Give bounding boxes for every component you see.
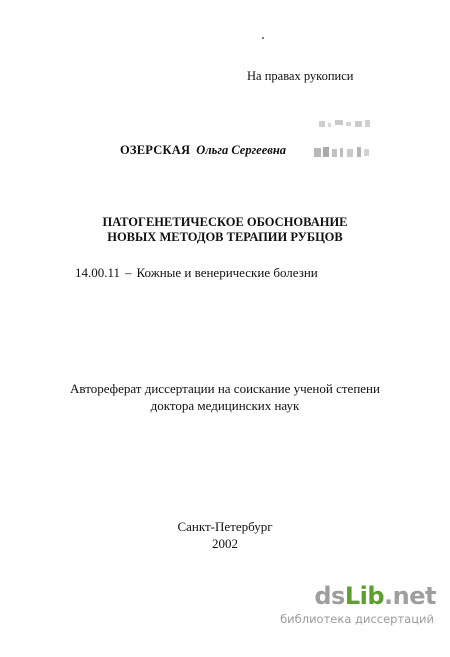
specialty-code: 14.00.11 — [75, 265, 121, 280]
dslib-logo: dsLib.net — [314, 582, 436, 610]
manuscript-rights-note: На правах рукописи — [247, 69, 354, 83]
dissertation-title — [60, 215, 390, 245]
abstract-line-2: доктора медицинских наук — [150, 398, 300, 413]
author-given-names: Ольга Сергеевна — [196, 143, 287, 157]
year: 2002 — [212, 536, 238, 551]
abstract-statement — [30, 380, 420, 414]
abstract-line-1: Автореферат диссертации на соискание ученой степени — [70, 381, 380, 396]
author-surname: ОЗЕРСКАЯ — [120, 143, 191, 157]
specialty — [75, 265, 318, 281]
city: Санкт-Петербург — [177, 519, 273, 534]
date-stamp-icon — [312, 143, 372, 159]
library-stamp-icon — [315, 118, 375, 130]
title-line-1: ПАТОГЕНЕТИЧЕСКОЕ ОБОСНОВАНИЕ — [102, 215, 348, 229]
specialty-dash: – — [125, 265, 132, 280]
dslib-tagline: библиотека диссертаций — [280, 612, 434, 626]
dslib-watermark — [268, 582, 446, 652]
scan-speck — [262, 37, 264, 39]
publication-place — [125, 518, 325, 552]
title-line-2: НОВЫХ МЕТОДОВ ТЕРАПИИ РУБЦОВ — [107, 230, 343, 244]
author-name — [120, 143, 286, 158]
specialty-name: Кожные и венерические болезни — [136, 265, 318, 280]
